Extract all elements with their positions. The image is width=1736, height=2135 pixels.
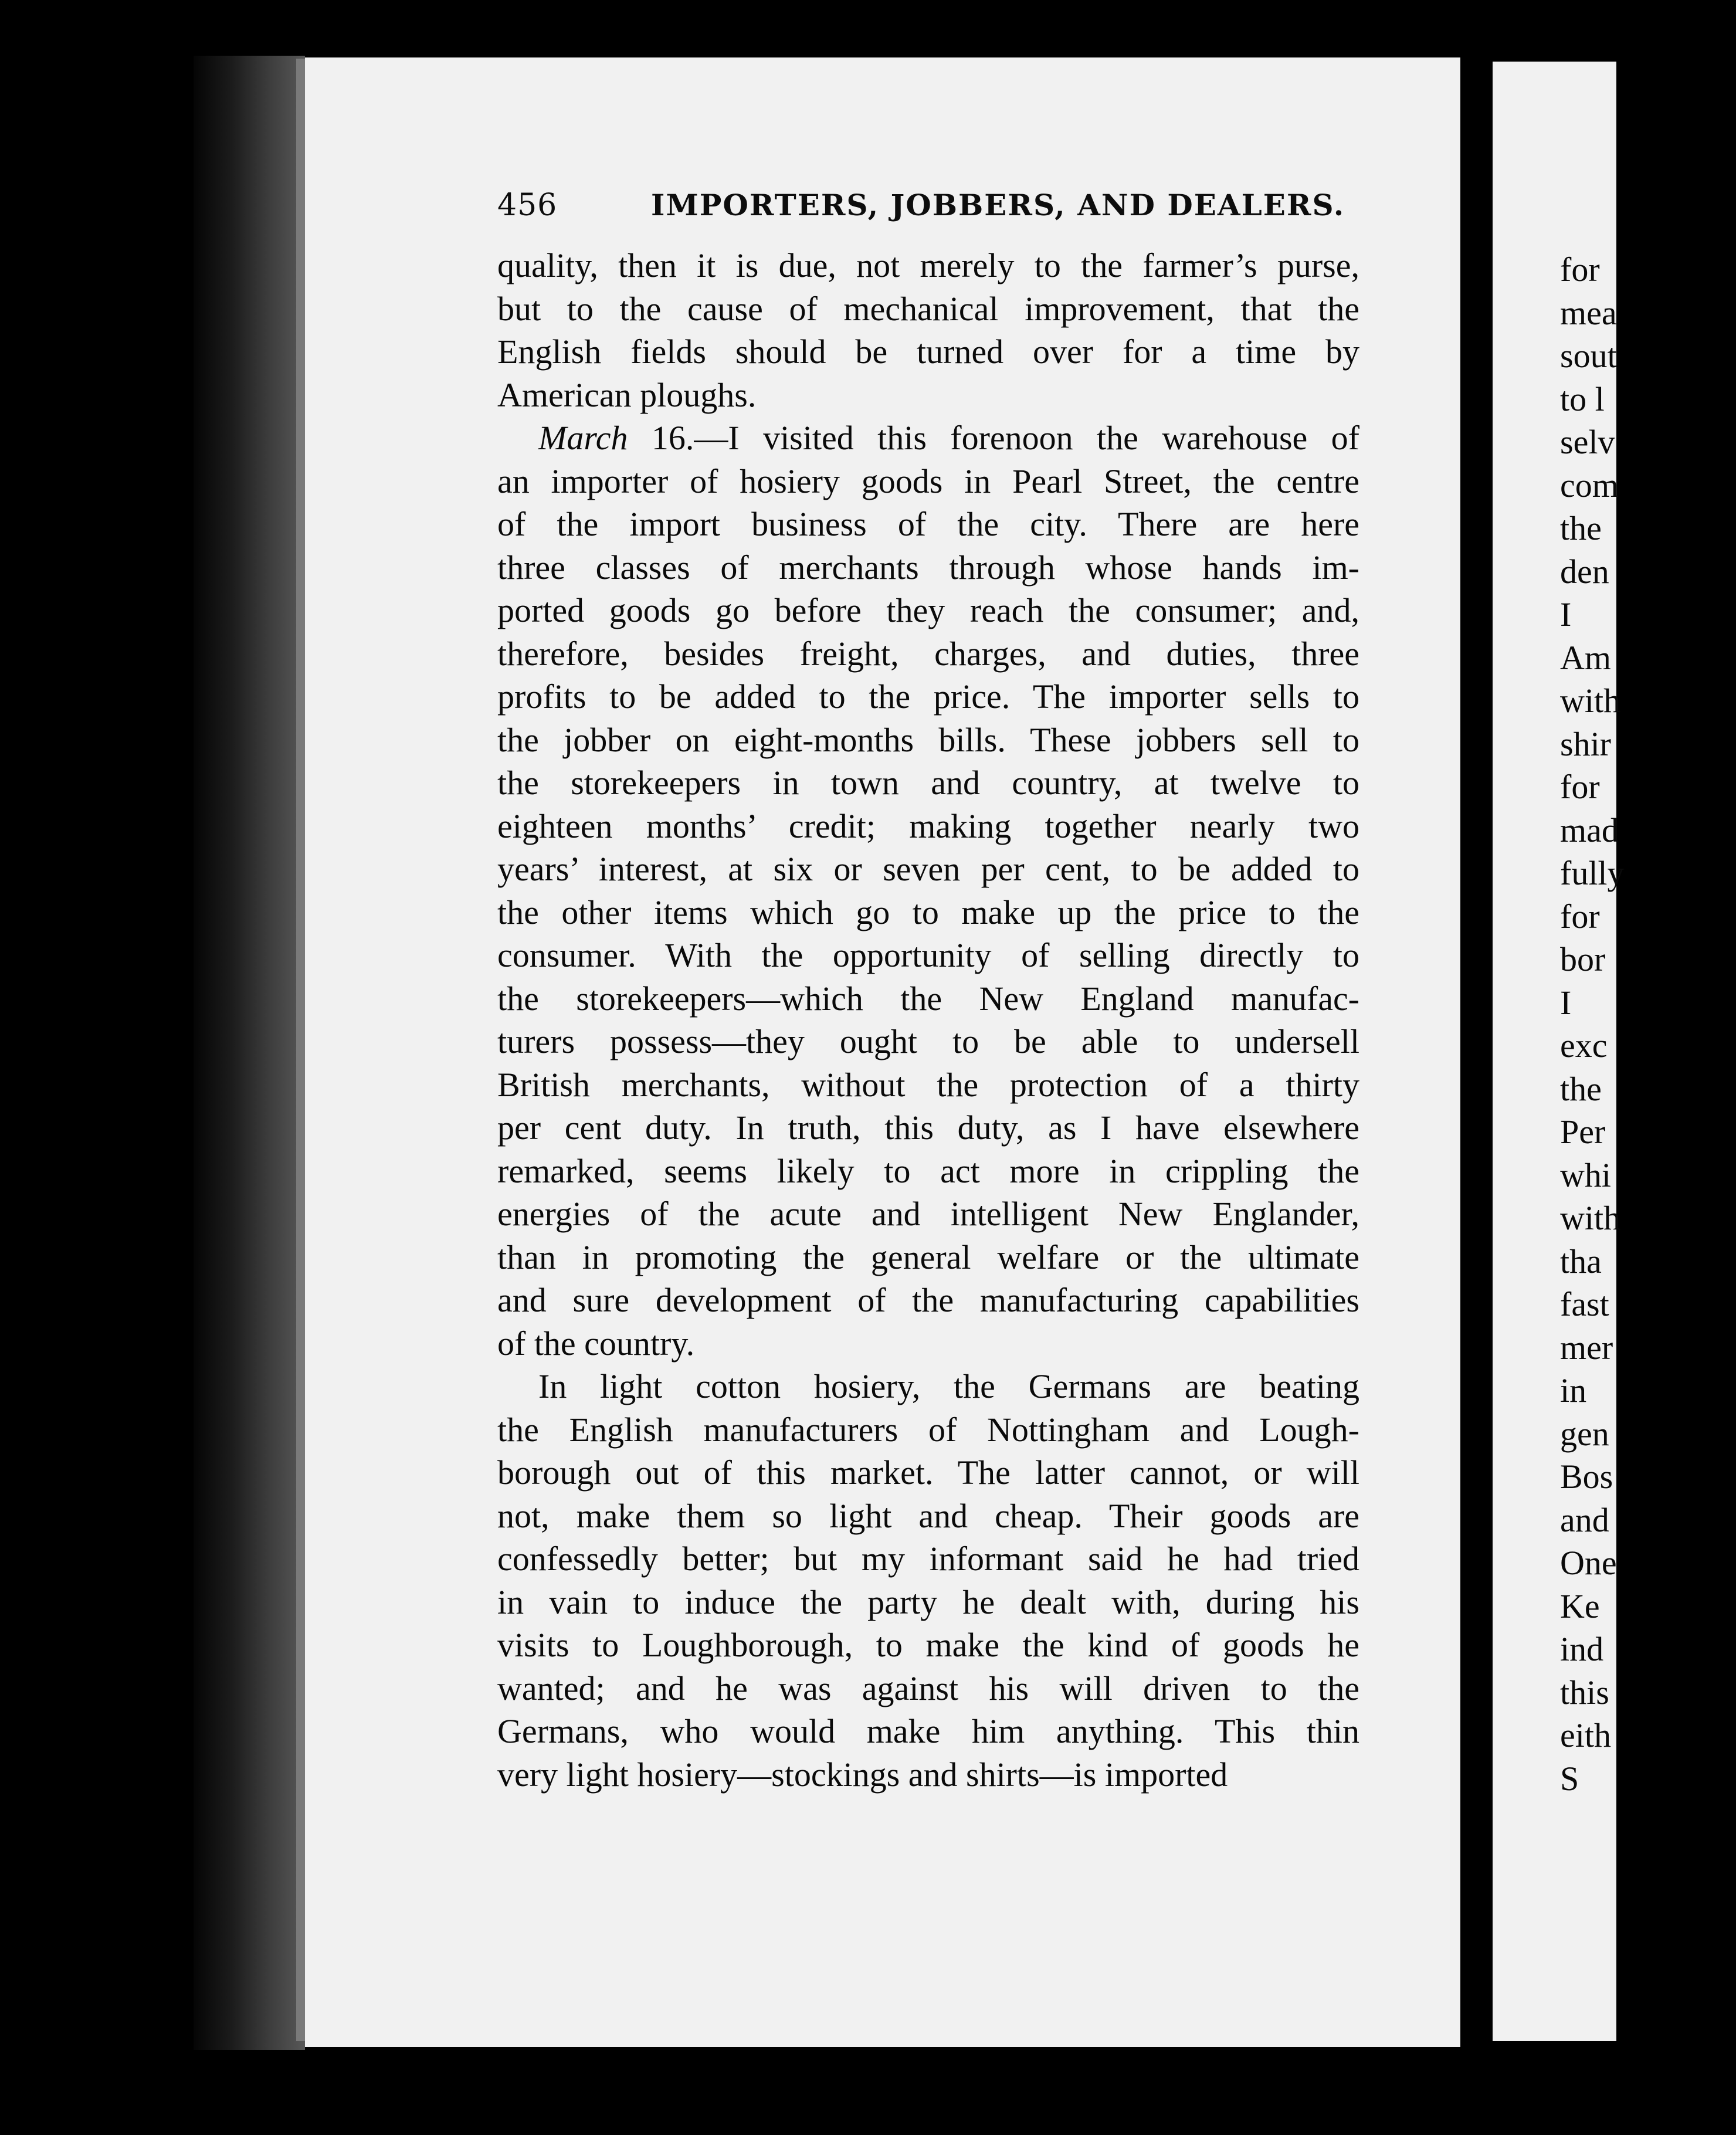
facing-text-line: One <box>1560 1544 1617 1582</box>
facing-text-line: fast <box>1560 1285 1609 1323</box>
facing-text-line: shir <box>1560 724 1611 763</box>
text-line: therefore, besides freight, charges, and duties, three <box>497 634 1359 673</box>
text-line: the English manufacturers of Nottingham and Lough- <box>497 1410 1359 1449</box>
text-line: energies of the acute and intelligent New Englander, <box>497 1195 1359 1233</box>
facing-text-line: the <box>1560 509 1602 547</box>
facing-text-line: and <box>1560 1500 1609 1539</box>
facing-text-line: selv <box>1560 423 1615 461</box>
facing-text-line: to l <box>1560 379 1605 418</box>
text-line: and sure development of the manufacturing capabilities <box>497 1281 1359 1319</box>
text-line: three classes of merchants through whose hands im- <box>497 548 1359 587</box>
text-line: Germans, who would make him anything. This thin <box>497 1712 1359 1750</box>
date-lead: March <box>538 419 628 457</box>
text-line: turers possess—they ought to be able to undersell <box>497 1022 1359 1060</box>
page-number: 456 <box>497 188 558 223</box>
paragraph <box>497 416 1359 1365</box>
text-line: the storekeepers in town and country, at twelve to <box>497 764 1359 802</box>
facing-page-text <box>1560 248 1736 1800</box>
text-line: per cent duty. In truth, this duty, as I have elsewhere <box>497 1109 1359 1147</box>
text-line: consumer. With the opportunity of selling directly to <box>497 936 1359 974</box>
facing-text-line: for <box>1560 897 1600 936</box>
gutter-shadow <box>1460 56 1494 2050</box>
facing-text-line: for <box>1560 768 1600 806</box>
text-line: than in promoting the general welfare or the ultimate <box>497 1238 1359 1276</box>
facing-text-line: I <box>1560 983 1572 1022</box>
facing-text-line: com <box>1560 466 1619 504</box>
book-spine-shadow <box>194 56 305 2050</box>
text-line: remarked, seems likely to act more in crippling the <box>497 1151 1359 1190</box>
text-line: of the import business of the city. There are here <box>497 505 1359 543</box>
facing-text-line: for <box>1560 250 1600 289</box>
text-line: eighteen months’ credit; making together nearly two <box>497 806 1359 845</box>
text-line: the other items which go to make up the price to the <box>497 893 1359 931</box>
facing-text-line: with <box>1560 682 1621 720</box>
text-line: borough out of this market. The latter cannot, or will <box>497 1453 1359 1492</box>
facing-text-line: ind <box>1560 1630 1604 1668</box>
text-line: English fields should be turned over for a time by <box>497 333 1359 371</box>
facing-text-line: S <box>1560 1759 1579 1798</box>
facing-text-line: Per <box>1560 1113 1606 1151</box>
facing-text-line: I <box>1560 595 1572 633</box>
text-line: visits to Loughborough, to make the kind of goods he <box>497 1626 1359 1664</box>
facing-text-line: mer <box>1560 1328 1613 1367</box>
facing-text-line: the <box>1560 1069 1602 1108</box>
facing-text-line: gen <box>1560 1414 1609 1453</box>
body-text <box>497 244 1359 1796</box>
facing-text-line: tha <box>1560 1242 1602 1280</box>
text-line: In light cotton hosiery, the Germans are beating <box>538 1367 1359 1405</box>
facing-text-line: fully <box>1560 854 1625 892</box>
left-page <box>305 57 1460 2047</box>
paragraph <box>497 1365 1359 1796</box>
text-line: the jobber on eight-months bills. These jobbers sell to <box>497 720 1359 759</box>
paragraph <box>497 244 1359 416</box>
text-line: American ploughs. <box>497 375 757 414</box>
text-line: wanted; and he was against his will driven to the <box>497 1669 1359 1707</box>
facing-text-line: exc <box>1560 1026 1608 1065</box>
facing-text-line: Am <box>1560 638 1611 677</box>
facing-text-line: Bos <box>1560 1458 1613 1496</box>
facing-page-fragment <box>1493 62 1625 2041</box>
facing-text-line: whi <box>1560 1155 1611 1194</box>
text-line: but to the cause of mechanical improvement, that the <box>497 289 1359 328</box>
text-line: the storekeepers—which the New England manufac- <box>497 979 1359 1018</box>
running-head: IMPORTERS, JOBBERS, AND DEALERS. <box>651 188 1345 222</box>
text-line: confessedly better; but my informant said he had tried <box>497 1540 1359 1578</box>
facing-text-line: sout <box>1560 337 1617 375</box>
facing-text-line: eith <box>1560 1716 1611 1754</box>
facing-text-line: mea <box>1560 293 1617 332</box>
facing-text-line: in <box>1560 1371 1587 1409</box>
facing-text-line: mad <box>1560 811 1619 849</box>
text-line: British merchants, without the protection of a thirty <box>497 1065 1359 1104</box>
text-line: very light hosiery—stockings and shirts—is imported <box>497 1755 1228 1794</box>
facing-text-line: den <box>1560 552 1609 591</box>
text-line: ported goods go before they reach the consumer; and, <box>497 591 1359 629</box>
facing-text-line: bor <box>1560 940 1606 978</box>
page-header <box>497 188 1359 240</box>
facing-text-line: this <box>1560 1673 1609 1712</box>
text-line: of the country. <box>497 1324 695 1363</box>
text-line: not, make them so light and cheap. Their goods are <box>497 1496 1359 1535</box>
text-line: in vain to induce the party he dealt with, during his <box>497 1582 1359 1621</box>
text-line: March 16.—I visited this forenoon the warehouse of <box>538 419 1359 457</box>
facing-text-line: with <box>1560 1199 1621 1237</box>
text-line: an importer of hosiery goods in Pearl Street, the centre <box>497 462 1359 500</box>
text-line: profits to be added to the price. The importer sells to <box>497 677 1359 716</box>
text-line: years’ interest, at six or seven per cent, to be added to <box>497 850 1359 888</box>
facing-text-line: Ke <box>1560 1587 1600 1625</box>
text-line: quality, then it is due, not merely to the farmer’s purse, <box>497 246 1359 284</box>
